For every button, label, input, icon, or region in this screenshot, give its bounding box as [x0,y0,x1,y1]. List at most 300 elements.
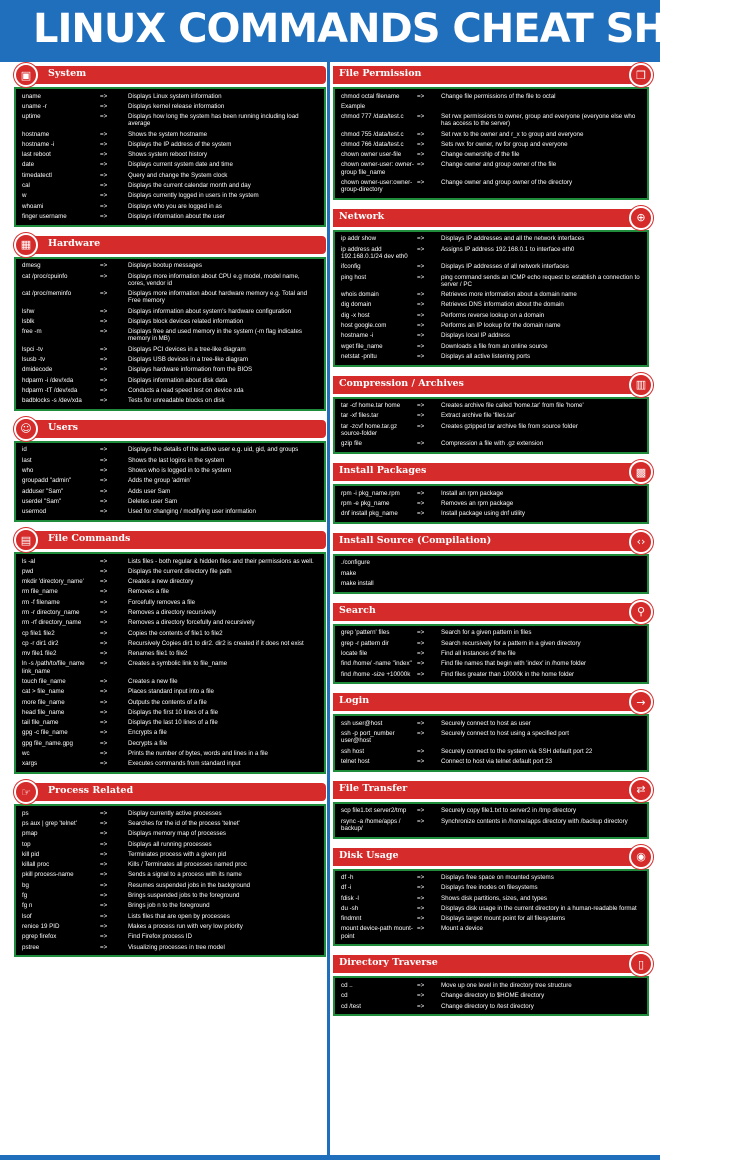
command-row [22,486,318,496]
command-text: rpm -e pkg_name [341,499,390,507]
computer-icon: ▣ [14,63,38,87]
command-description: Performs reverse lookup on a domain [441,311,545,319]
command-text: tar -xf files.tar [341,412,379,420]
command-description: Change owner and group owner of the directory [441,178,573,186]
command-description: Install package using dnf utility [441,510,525,518]
command-description: Change ownership of the file [441,151,520,159]
command-description: Kills / Terminates all processes named proc [128,861,247,869]
command-description: Creates a new directory [128,578,194,586]
command-description: Deletes user Sam [128,497,178,505]
section-title: File Commands [48,533,131,545]
command-description: Retrieves more information about a domain name [441,291,577,299]
command-row [341,331,641,341]
arrow: => [100,688,108,696]
command-description: Compression a file with .gz extension [441,440,544,448]
command-row [341,509,641,519]
section-title: Install Source (Compilation) [339,534,492,546]
command-row [22,344,318,354]
arrow: => [417,321,425,329]
section-install-packages [333,463,649,524]
command-table [14,552,326,774]
command-text: df -h [341,874,354,881]
command-description: Lists files that are open by processes [128,912,230,920]
arrow: => [417,757,425,765]
command-row [341,129,641,139]
command-row [341,558,641,568]
command-row [22,738,318,748]
command-description: Adds user Sam [128,487,171,495]
command-row [22,649,318,659]
command-row [22,880,318,890]
command-row [22,181,318,191]
command-description: Displays information about system's hardware configuration [128,307,292,315]
arrow: => [100,881,108,889]
command-text: whois domain [341,291,379,299]
command-text: pwd [22,567,34,575]
command-description: Conducts a read speed test on device xda [128,386,244,394]
command-description: Displays currently logged in users in the system [128,192,259,200]
command-row [341,272,641,290]
command-text: gpg -c file_name [22,729,68,737]
command-text: tail file_name [22,719,59,727]
command-text: du -sh [341,904,359,912]
command-row [341,659,641,669]
command-row [22,191,318,201]
command-text: pkill process-name [22,871,74,879]
arrow: => [417,807,425,815]
chip-icon: ▦ [14,233,38,257]
command-description: Encrypts a file [128,729,167,737]
command-description: Prints the number of bytes, words and lines in a file [128,750,268,758]
command-text: chmod 766 /data/test.c [341,140,404,148]
section-title: Hardware [48,237,101,249]
command-text: pmap [22,830,38,838]
section-title: Login [339,695,370,707]
command-row [22,160,318,170]
section-login [333,693,649,771]
arrow: => [417,151,425,159]
command-row [22,271,318,289]
command-description: Removes an rpm package [441,499,514,507]
arrow: => [417,161,425,169]
login-icon: → [629,690,653,714]
command-row [22,365,318,375]
command-table [333,484,649,524]
command-row [341,579,641,589]
arrow: => [100,819,108,827]
command-row [341,401,641,411]
command-description: Adds the group 'admin' [128,477,191,485]
command-text: lspci -tv [22,345,43,353]
section-header-process-related [20,783,326,801]
command-text: netstat -pnltu [341,352,377,360]
arrow: => [100,192,108,200]
command-text: usermod [22,508,47,516]
command-description: Lists files - both regular & hidden files and their permissions as well. [128,557,314,565]
command-text: ./configure [341,559,370,567]
command-text: make install [341,580,374,588]
arrow: => [100,130,108,138]
command-row [22,659,318,677]
command-text: gzip file [341,440,362,448]
command-row [341,421,641,439]
command-row [22,112,318,130]
command-text: ssh user@host [341,719,383,727]
arrow: => [100,902,108,910]
arrow: => [100,760,108,768]
section-header-directory-traverse [333,955,649,973]
command-description: Change owner and group owner of the file [441,161,557,169]
command-description: Displays IP addresses of all network interfaces [441,263,569,271]
command-row [341,991,641,1001]
command-description: Creates archive file called 'home.tar' from file 'home' [441,402,584,410]
command-description: Displays more information about hardware memory e.g. Total and Free memory [128,290,308,305]
command-text: chown owner user-file [341,151,402,159]
command-row [341,300,641,310]
arrow: => [417,422,425,430]
left-column [14,66,326,966]
arrow: => [100,588,108,596]
command-description: Displays the first 10 lines of a file [128,708,219,716]
right-column [333,66,649,1025]
command-text: lsusb -tv [22,355,46,363]
command-description: Displays the last 10 lines of a file [128,719,218,727]
command-description: Displays Linux system information [128,92,222,100]
command-text: fg n [22,902,33,910]
command-text: dig domain [341,301,372,309]
transfer-icon: ⇄ [629,778,653,802]
arrow: => [100,290,108,298]
command-description: Displays target mount point for all filesystems [441,915,566,923]
command-row [22,496,318,506]
command-text: find /home -size +10000k [341,670,411,678]
command-text: dmesg [22,262,41,270]
command-text: ping host [341,273,367,281]
command-row [341,439,641,449]
arrow: => [417,332,425,340]
command-row [22,707,318,717]
command-row [341,177,641,195]
command-text: scp file1.txt server2/tmp [341,807,407,815]
command-description: Displays all running processes [128,840,212,848]
command-text: last reboot [22,151,51,159]
command-text: groupadd "admin" [22,477,72,485]
command-description: Assigns IP address 192.168.0.1 to interface eth0 [441,245,575,253]
command-description: Securely connect to host as user [441,719,531,727]
arrow: => [417,639,425,647]
arrow: => [100,739,108,747]
arrow: => [100,202,108,210]
command-row [341,160,641,178]
command-description: Sets rwx for owner, rw for group and everyone [441,140,568,148]
arrow: => [417,130,425,138]
command-table [14,87,326,227]
arrow: => [100,750,108,758]
command-description: Shows the system hostname [128,130,208,138]
package-icon: ▩ [629,460,653,484]
arrow: => [100,497,108,505]
command-description: Brings job n to the foreground [128,902,210,910]
section-header-install-packages [333,463,649,481]
command-description: Query and change the System clock [128,171,228,179]
arrow: => [417,245,425,253]
arrow: => [100,912,108,920]
command-text: uptime [22,113,41,121]
command-row [22,849,318,859]
arrow: => [100,639,108,647]
command-row [341,139,641,149]
command-description: Connect to host via telnet default port 23 [441,757,553,765]
command-row [22,597,318,607]
command-row [341,914,641,924]
command-description: Displays USB devices in a tree-like diagram [128,355,249,363]
command-text: hdparm -i /dev/xda [22,376,74,384]
section-file-permission [333,66,649,200]
command-text: dmidecode [22,366,53,374]
command-description: Recursively Copies dir1 to dir2. dir2 is created if it does not exist [128,639,304,647]
command-description: Resumes suspended jobs in the background [128,881,251,889]
command-text: lsof [22,912,32,920]
command-text: kill pid [22,850,40,858]
command-text: ln -s /path/to/file_name link_name [22,660,85,675]
command-row [341,903,641,913]
arrow: => [417,817,425,825]
arrow: => [100,729,108,737]
command-description: Displays information about the user [128,212,225,220]
command-text: id [22,446,27,454]
command-row [22,728,318,738]
command-table [14,257,326,411]
command-row [22,911,318,921]
command-text: df -i [341,884,352,892]
arrow: => [100,892,108,900]
command-row [341,756,641,766]
section-header-network [333,209,649,227]
command-row [341,320,641,330]
command-table [14,804,326,957]
section-title: Install Packages [339,465,427,477]
command-description: Makes a process run with very low priority [128,922,243,930]
command-table [14,441,326,522]
arrow: => [417,301,425,309]
section-install-source-compilation [333,533,649,594]
command-text: wc [22,750,30,758]
arrow: => [100,376,108,384]
command-text: xargs [22,760,38,768]
section-search [333,603,649,684]
arrow: => [100,171,108,179]
command-row [22,129,318,139]
arrow: => [417,263,425,271]
command-description: Creates a new file [128,677,178,685]
section-title: Process Related [48,785,134,797]
command-row [22,327,318,345]
command-text: mount device-path mount-point [341,925,413,940]
command-row [22,676,318,686]
command-row [341,568,641,578]
command-row [341,262,641,272]
arrow: => [417,670,425,678]
command-row [22,306,318,316]
command-text: cat /proc/cpuinfo [22,272,68,280]
command-text: dig -x host [341,311,370,319]
arrow: => [100,151,108,159]
command-description: Displays the IP address of the system [128,140,232,148]
section-header-users [20,420,326,438]
command-row [341,234,641,244]
command-row [341,816,641,834]
command-description: Outputs the contents of a file [128,698,207,706]
command-description: Change directory to $HOME directory [441,992,545,1000]
command-row [22,870,318,880]
command-text: chmod octal filename [341,92,400,100]
command-row [22,261,318,271]
section-title: System [48,68,87,79]
arrow: => [100,477,108,485]
arrow: => [417,235,425,243]
command-text: Example [341,102,366,110]
command-text: more file_name [22,698,65,706]
section-disk-usage [333,848,649,947]
section-header-file-transfer [333,781,649,799]
command-text: ssh host [341,747,365,755]
arrow: => [100,840,108,848]
arrow: => [417,730,425,738]
section-title: Search [339,604,376,616]
folder-icon: ▤ [14,528,38,552]
arrow: => [100,943,108,951]
command-text: w [22,192,27,200]
page-title: LINUX COMMANDS CHEAT SHEET [33,6,745,52]
section-title: Disk Usage [339,849,399,861]
command-text: chmod 755 /data/test.c [341,130,404,138]
command-text: killall proc [22,861,50,869]
command-description: Displays disk usage in the current directory in a human-readable format [441,904,637,912]
command-text: telnet host [341,757,370,765]
section-title: Compression / Archives [339,377,464,389]
command-row [341,101,641,111]
command-description: Creates a symbolic link to file_name [128,660,228,668]
command-text: make [341,569,357,577]
arrow: => [100,677,108,685]
section-system [14,66,326,227]
command-description: Copies the contents of file1 to file2 [128,629,223,637]
arrow: => [100,557,108,565]
command-text: tar -cf home.tar home [341,402,401,410]
command-text: locate file [341,649,368,657]
command-description: Creates gzipped tar archive file from source folder [441,422,578,430]
section-title: Directory Traverse [339,957,438,969]
arrow: => [100,861,108,869]
command-table [333,554,649,594]
command-description: Renames file1 to file2 [128,650,188,658]
command-description: Displays free space on mounted systems [441,874,554,881]
command-row [22,556,318,566]
command-row [22,608,318,618]
command-description: Securely copy file1.txt to server2 in /tmp directory [441,807,577,815]
command-row [22,628,318,638]
command-row [22,942,318,952]
arrow: => [100,578,108,586]
command-row [22,829,318,839]
command-description: Removes a directory recursively [128,609,217,616]
command-description: Removes a file [128,588,169,596]
arrow: => [417,915,425,923]
command-row [341,91,641,101]
command-text: cal [22,182,30,190]
command-description: Tests for unreadable blocks on disk [128,397,225,405]
section-header-hardware [20,236,326,254]
command-description: Brings suspended jobs to the foreground [128,892,240,900]
command-description: Displays more information about CPU e.g model, model name, cores, vendor id [128,272,300,287]
arrow: => [100,386,108,394]
command-row [22,150,318,160]
arrow: => [100,922,108,930]
command-row [341,341,641,351]
command-description: Displays current system date and time [128,161,233,169]
command-description: Performs an IP lookup for the domain name [441,321,561,329]
command-text: who [22,467,34,475]
arrow: => [417,499,425,507]
file-lock-icon: ❒ [629,63,653,87]
command-text: cp file1 file2 [22,629,55,637]
command-text: top [22,840,31,848]
section-network [333,209,649,367]
section-compression-archives [333,376,649,454]
command-text: chown owner-user: owner-group file_name [341,161,414,176]
command-text: ip address add 192.168.0.1/24 dev eth0 [341,245,408,260]
arrow: => [100,871,108,879]
command-row [22,818,318,828]
command-description: Removes a directory forcefully and recursively [128,619,255,627]
command-table [333,230,649,367]
arrow: => [100,698,108,706]
arrow: => [100,619,108,627]
command-text: ps [22,809,29,817]
section-title: Users [48,421,79,433]
arrow: => [100,328,108,336]
command-description: Places standard input into a file [128,688,214,696]
command-description: Shows disk partitions, sizes, and types [441,894,547,902]
command-text: cp -r dir1 dir2 [22,639,59,647]
command-row [22,808,318,818]
arrow: => [417,925,425,933]
command-table [333,714,649,771]
arrow: => [417,311,425,319]
command-row [22,839,318,849]
command-table [333,397,649,454]
command-description: Find file names that begin with 'index' in /home folder [441,660,587,668]
command-text: findmnt [341,915,362,923]
command-text: grep 'pattern' files [341,629,390,637]
arrow: => [100,609,108,616]
command-row [341,628,641,638]
command-description: Find all instances of the file [441,649,516,657]
command-row [341,150,641,160]
arrow: => [100,446,108,454]
title-banner [0,0,745,62]
command-description: Displays kernel release information [128,102,225,110]
command-row [341,980,641,990]
arrow: => [417,440,425,448]
command-row [341,924,641,942]
command-row [22,354,318,364]
command-description: Displays hardware information from the BIOS [128,366,253,374]
disk-icon: ◉ [629,845,653,869]
command-row [341,310,641,320]
command-row [22,289,318,307]
arrow: => [100,212,108,220]
